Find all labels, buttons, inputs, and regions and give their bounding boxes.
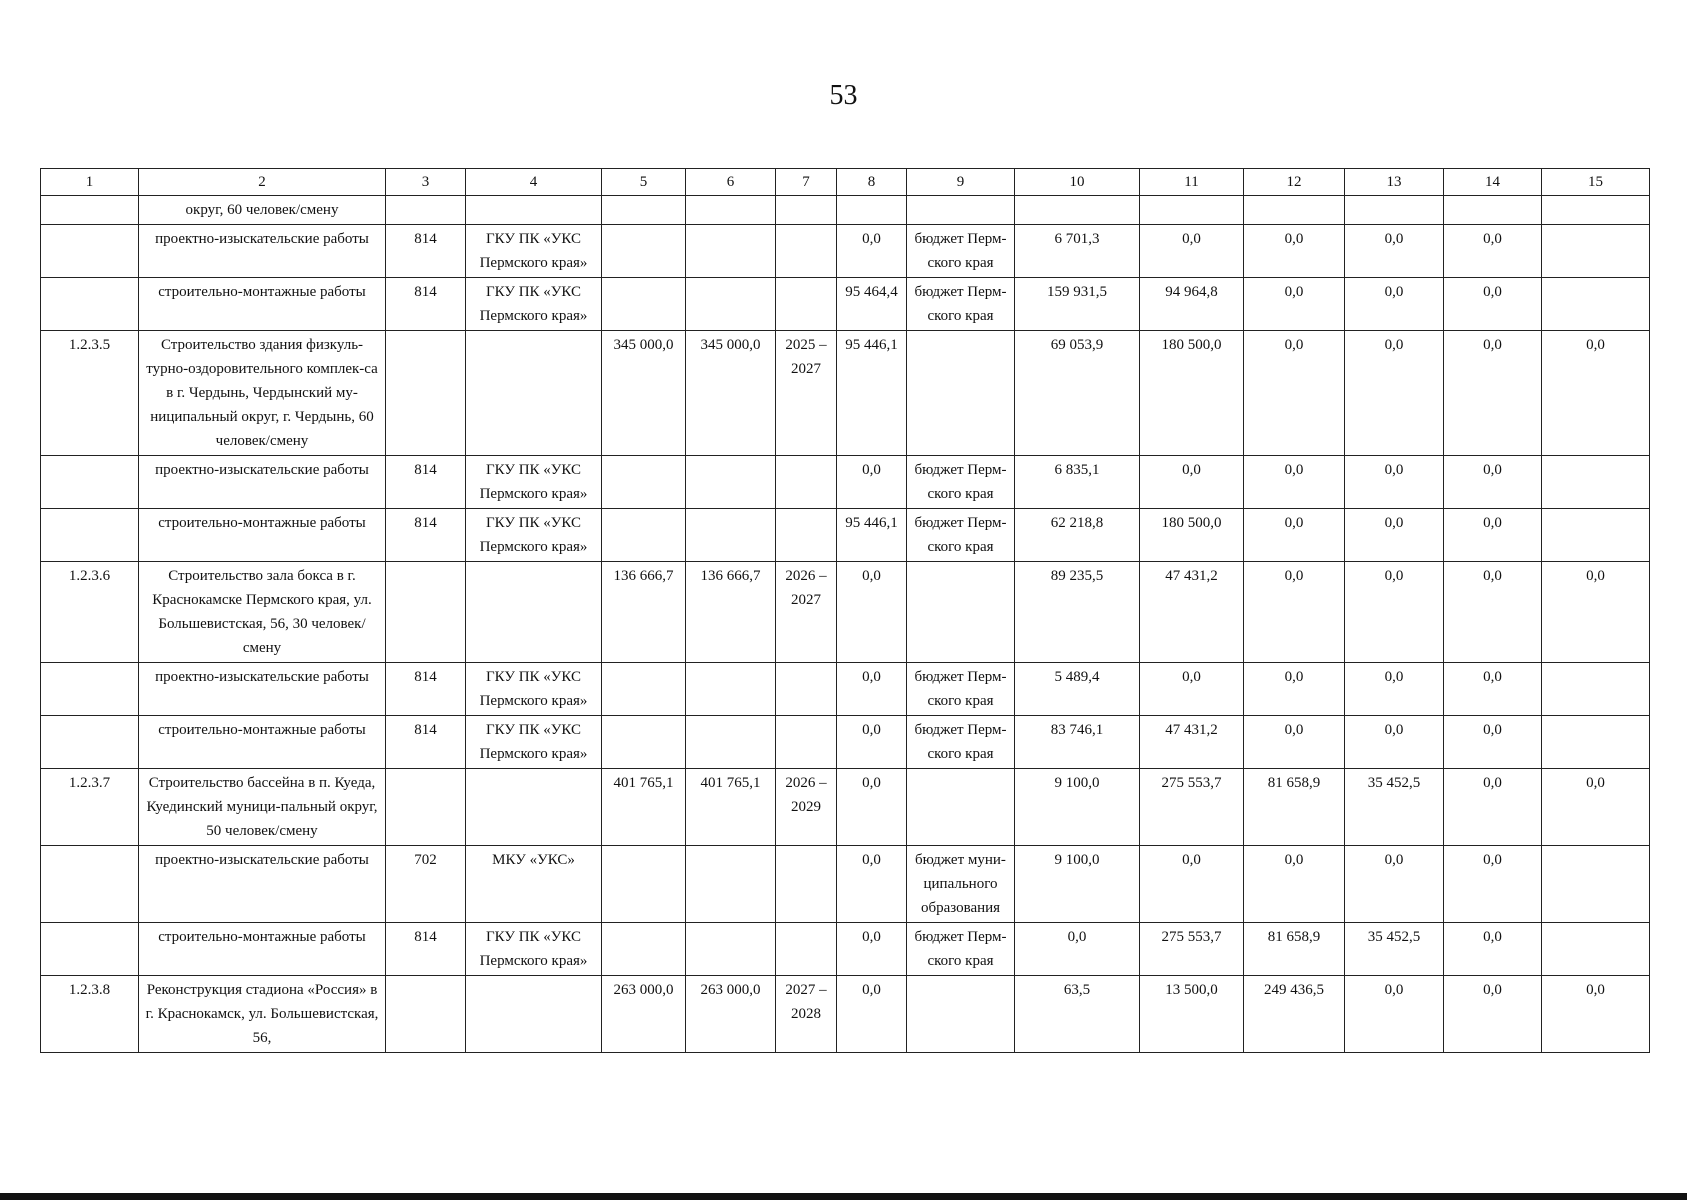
table-cell: 2026 – 2027: [776, 562, 837, 663]
table-cell: строительно-монтажные работы: [139, 509, 386, 562]
table-cell: [386, 769, 466, 846]
table-cell: [41, 663, 139, 716]
table-cell: 0,0: [1244, 562, 1345, 663]
table-cell: 814: [386, 456, 466, 509]
table-cell: 401 765,1: [602, 769, 686, 846]
table-cell: 0,0: [837, 456, 907, 509]
table-cell: 6 835,1: [1015, 456, 1140, 509]
column-header: 7: [776, 169, 837, 196]
table-cell: 47 431,2: [1140, 716, 1244, 769]
table-cell: бюджет Перм-ского края: [907, 509, 1015, 562]
table-cell: [1444, 196, 1542, 225]
table-row: [41, 562, 1650, 663]
table-cell: 159 931,5: [1015, 278, 1140, 331]
table-cell: 69 053,9: [1015, 331, 1140, 456]
column-header: 3: [386, 169, 466, 196]
table-cell: 0,0: [1542, 769, 1650, 846]
table-cell: 2027 – 2028: [776, 976, 837, 1053]
table-cell: 95 464,4: [837, 278, 907, 331]
table-cell: 0,0: [1444, 976, 1542, 1053]
table-cell: строительно-монтажные работы: [139, 716, 386, 769]
table-cell: 0,0: [1345, 846, 1444, 923]
table-cell: [41, 509, 139, 562]
table-cell: Строительство зала бокса в г. Краснокамске Пермского края, ул. Большевистская, 56, 30 человек/смену: [139, 562, 386, 663]
table-cell: 0,0: [1244, 278, 1345, 331]
table-cell: 0,0: [1444, 225, 1542, 278]
table-cell: [602, 716, 686, 769]
table-cell: проектно-изыскательские работы: [139, 456, 386, 509]
table-cell: 0,0: [1140, 456, 1244, 509]
table-body: [41, 196, 1650, 1053]
table-cell: [686, 846, 776, 923]
table-cell: бюджет Перм-ского края: [907, 456, 1015, 509]
table-cell: 9 100,0: [1015, 769, 1140, 846]
table-cell: [41, 196, 139, 225]
table-cell: 0,0: [1444, 278, 1542, 331]
table-cell: 63,5: [1015, 976, 1140, 1053]
table-cell: проектно-изыскательские работы: [139, 663, 386, 716]
column-header: 4: [466, 169, 602, 196]
table-cell: [1542, 225, 1650, 278]
column-header: 11: [1140, 169, 1244, 196]
table-cell: 0,0: [1140, 663, 1244, 716]
table-cell: 94 964,8: [1140, 278, 1244, 331]
column-header: 2: [139, 169, 386, 196]
table-cell: ГКУ ПК «УКС Пермского края»: [466, 456, 602, 509]
table-cell: 0,0: [1345, 456, 1444, 509]
table-row: [41, 663, 1650, 716]
table-row: [41, 846, 1650, 923]
table-cell: [1244, 196, 1345, 225]
table-cell: Реконструкция стадиона «Россия» в г. Краснокамск, ул. Большевистская, 56,: [139, 976, 386, 1053]
table-cell: 0,0: [1345, 976, 1444, 1053]
table-cell: 0,0: [1345, 663, 1444, 716]
table-cell: бюджет Перм-ского края: [907, 923, 1015, 976]
table-cell: [1542, 278, 1650, 331]
table-cell: [386, 562, 466, 663]
table-cell: [1542, 846, 1650, 923]
table-cell: [907, 331, 1015, 456]
table-cell: 95 446,1: [837, 331, 907, 456]
table-cell: 0,0: [1444, 716, 1542, 769]
table-cell: [386, 196, 466, 225]
table-cell: 702: [386, 846, 466, 923]
table-cell: 136 666,7: [602, 562, 686, 663]
table-cell: [776, 663, 837, 716]
table-cell: [776, 923, 837, 976]
table-cell: [1542, 509, 1650, 562]
table-cell: 0,0: [837, 923, 907, 976]
table-cell: [1345, 196, 1444, 225]
table-row: [41, 716, 1650, 769]
table-row: [41, 509, 1650, 562]
table-cell: [776, 278, 837, 331]
column-header: 8: [837, 169, 907, 196]
table-cell: ГКУ ПК «УКС Пермского края»: [466, 663, 602, 716]
table-row: [41, 225, 1650, 278]
table-row: [41, 331, 1650, 456]
table-cell: 6 701,3: [1015, 225, 1140, 278]
table-cell: [41, 225, 139, 278]
table-cell: 0,0: [1444, 923, 1542, 976]
table-cell: бюджет Перм-ского края: [907, 225, 1015, 278]
table-cell: ГКУ ПК «УКС Пермского края»: [466, 278, 602, 331]
table-cell: 0,0: [1444, 456, 1542, 509]
column-header: 12: [1244, 169, 1345, 196]
table-cell: [466, 562, 602, 663]
table-cell: 249 436,5: [1244, 976, 1345, 1053]
table-cell: бюджет Перм-ского края: [907, 278, 1015, 331]
table-cell: 0,0: [837, 562, 907, 663]
column-header: 13: [1345, 169, 1444, 196]
table-cell: [907, 196, 1015, 225]
table-cell: 0,0: [1244, 331, 1345, 456]
table-cell: проектно-изыскательские работы: [139, 225, 386, 278]
table-cell: [41, 456, 139, 509]
table-cell: 0,0: [1244, 846, 1345, 923]
table-cell: 2025 – 2027: [776, 331, 837, 456]
table-cell: [686, 278, 776, 331]
table-cell: [686, 509, 776, 562]
table-cell: [1542, 716, 1650, 769]
table-cell: 2026 – 2029: [776, 769, 837, 846]
table-cell: бюджет Перм-ского края: [907, 716, 1015, 769]
table-cell: 9 100,0: [1015, 846, 1140, 923]
table-row: [41, 196, 1650, 225]
table-cell: 0,0: [1244, 716, 1345, 769]
table-cell: [776, 509, 837, 562]
table-cell: 0,0: [837, 976, 907, 1053]
table-cell: 0,0: [1542, 976, 1650, 1053]
table-cell: [776, 716, 837, 769]
table-cell: 345 000,0: [686, 331, 776, 456]
table-cell: 1.2.3.8: [41, 976, 139, 1053]
table-cell: 89 235,5: [1015, 562, 1140, 663]
table-cell: [602, 663, 686, 716]
table-cell: [602, 456, 686, 509]
table-cell: [686, 456, 776, 509]
table-cell: 814: [386, 663, 466, 716]
table-cell: [686, 225, 776, 278]
table-cell: [1140, 196, 1244, 225]
table-row: [41, 456, 1650, 509]
table-cell: 47 431,2: [1140, 562, 1244, 663]
table-cell: [602, 278, 686, 331]
column-header: 5: [602, 169, 686, 196]
table-row: [41, 278, 1650, 331]
table-cell: [602, 923, 686, 976]
table-cell: 814: [386, 716, 466, 769]
table-cell: 1.2.3.6: [41, 562, 139, 663]
table-cell: [776, 456, 837, 509]
table-cell: 0,0: [1345, 225, 1444, 278]
column-header: 6: [686, 169, 776, 196]
table-cell: проектно-изыскательские работы: [139, 846, 386, 923]
table-cell: 275 553,7: [1140, 923, 1244, 976]
table-cell: 13 500,0: [1140, 976, 1244, 1053]
table-cell: [1015, 196, 1140, 225]
table-cell: Строительство здания физкуль-турно-оздоровительного комплек-са в г. Чердынь, Чердынский му-ниципальный округ, г. Чердынь, 60 человек/смену: [139, 331, 386, 456]
table-cell: [686, 196, 776, 225]
table-cell: [386, 331, 466, 456]
page-number: 53: [829, 80, 858, 111]
table-cell: [686, 663, 776, 716]
table-cell: округ, 60 человек/смену: [139, 196, 386, 225]
table-cell: ГКУ ПК «УКС Пермского края»: [466, 923, 602, 976]
table-cell: 814: [386, 225, 466, 278]
table-cell: 0,0: [1015, 923, 1140, 976]
table-cell: [466, 331, 602, 456]
table-cell: 0,0: [1140, 225, 1244, 278]
table-cell: [466, 196, 602, 225]
table-cell: 136 666,7: [686, 562, 776, 663]
table-cell: [41, 923, 139, 976]
table-cell: 0,0: [837, 846, 907, 923]
table-cell: 0,0: [1244, 456, 1345, 509]
table-cell: 0,0: [1244, 225, 1345, 278]
table-cell: [602, 196, 686, 225]
table-cell: 0,0: [1140, 846, 1244, 923]
table-cell: [837, 196, 907, 225]
table-cell: строительно-монтажные работы: [139, 923, 386, 976]
table-cell: МКУ «УКС»: [466, 846, 602, 923]
table-cell: 0,0: [1345, 509, 1444, 562]
table-row: [41, 769, 1650, 846]
budget-table: [40, 168, 1650, 1053]
table-cell: ГКУ ПК «УКС Пермского края»: [466, 716, 602, 769]
table-cell: 0,0: [1444, 663, 1542, 716]
table-cell: [686, 923, 776, 976]
table-row: [41, 976, 1650, 1053]
table-cell: [386, 976, 466, 1053]
table-cell: [907, 562, 1015, 663]
table-cell: [776, 225, 837, 278]
table-cell: 0,0: [1244, 509, 1345, 562]
table-cell: 180 500,0: [1140, 331, 1244, 456]
table-cell: 401 765,1: [686, 769, 776, 846]
table-cell: 814: [386, 509, 466, 562]
column-header: 10: [1015, 169, 1140, 196]
table-cell: 81 658,9: [1244, 923, 1345, 976]
table-cell: 1.2.3.5: [41, 331, 139, 456]
table-cell: 0,0: [1345, 278, 1444, 331]
table-cell: 62 218,8: [1015, 509, 1140, 562]
table-cell: 345 000,0: [602, 331, 686, 456]
header-row: [41, 169, 1650, 196]
table-cell: 0,0: [1444, 846, 1542, 923]
table-cell: [1542, 456, 1650, 509]
table-cell: Строительство бассейна в п. Куеда, Куединский муници-пальный округ, 50 человек/смену: [139, 769, 386, 846]
table-cell: [776, 846, 837, 923]
table-cell: 0,0: [1244, 663, 1345, 716]
table-cell: 263 000,0: [686, 976, 776, 1053]
table-cell: [602, 225, 686, 278]
table-cell: [776, 196, 837, 225]
table-cell: 275 553,7: [1140, 769, 1244, 846]
column-header: 14: [1444, 169, 1542, 196]
table-cell: 0,0: [1444, 331, 1542, 456]
table-cell: 814: [386, 278, 466, 331]
table-cell: [686, 716, 776, 769]
table-cell: [466, 769, 602, 846]
table-cell: 35 452,5: [1345, 769, 1444, 846]
table-cell: [466, 976, 602, 1053]
table-cell: [602, 846, 686, 923]
table-cell: 0,0: [1444, 509, 1542, 562]
table-cell: [41, 716, 139, 769]
table-cell: [907, 976, 1015, 1053]
table-cell: [41, 278, 139, 331]
table-cell: 0,0: [837, 225, 907, 278]
table-cell: [602, 509, 686, 562]
table-cell: 0,0: [837, 716, 907, 769]
table-cell: строительно-монтажные работы: [139, 278, 386, 331]
table-cell: 180 500,0: [1140, 509, 1244, 562]
table-cell: 0,0: [1542, 562, 1650, 663]
table-cell: [1542, 663, 1650, 716]
table-cell: [1542, 196, 1650, 225]
table-cell: бюджет муни-ципального образования: [907, 846, 1015, 923]
table-cell: 263 000,0: [602, 976, 686, 1053]
table-cell: [41, 846, 139, 923]
table-cell: 0,0: [1345, 562, 1444, 663]
table-cell: 0,0: [1345, 716, 1444, 769]
table-cell: ГКУ ПК «УКС Пермского края»: [466, 509, 602, 562]
table-cell: 0,0: [1542, 331, 1650, 456]
column-header: 1: [41, 169, 139, 196]
column-header: 9: [907, 169, 1015, 196]
table-cell: 0,0: [837, 769, 907, 846]
table-cell: 81 658,9: [1244, 769, 1345, 846]
table-row: [41, 923, 1650, 976]
table-cell: 83 746,1: [1015, 716, 1140, 769]
table-cell: бюджет Перм-ского края: [907, 663, 1015, 716]
table-cell: 0,0: [1345, 331, 1444, 456]
table-cell: [1542, 923, 1650, 976]
table-cell: 0,0: [837, 663, 907, 716]
table-cell: 0,0: [1444, 562, 1542, 663]
table-cell: 0,0: [1444, 769, 1542, 846]
scan-border: [0, 1193, 1687, 1200]
table-cell: 95 446,1: [837, 509, 907, 562]
table-cell: ГКУ ПК «УКС Пермского края»: [466, 225, 602, 278]
table-cell: [907, 769, 1015, 846]
table-cell: 5 489,4: [1015, 663, 1140, 716]
table-cell: 1.2.3.7: [41, 769, 139, 846]
column-header: 15: [1542, 169, 1650, 196]
table-cell: 814: [386, 923, 466, 976]
table-cell: 35 452,5: [1345, 923, 1444, 976]
